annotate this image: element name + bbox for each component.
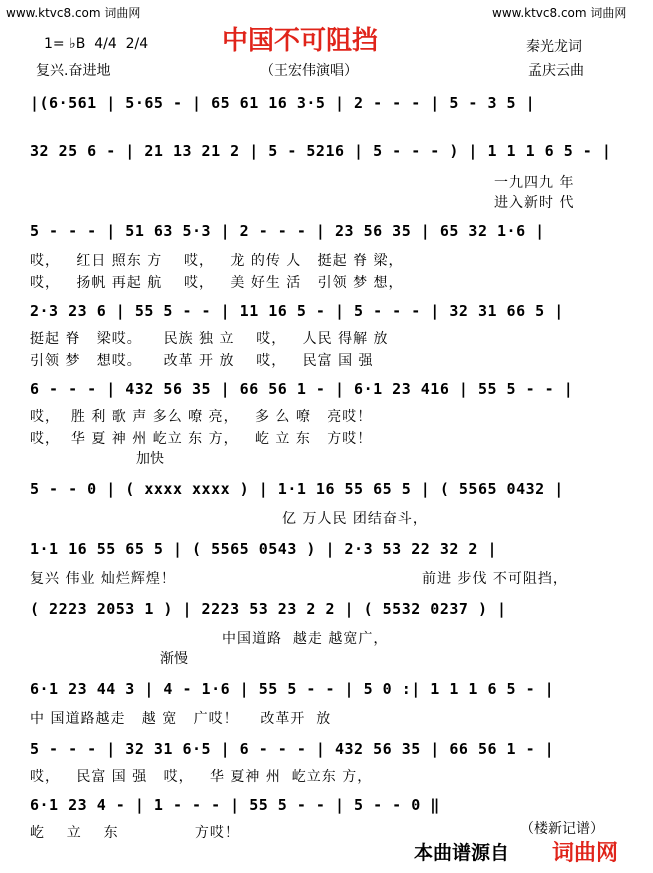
key-signature: 1= ♭B 4/4 2/4	[44, 36, 149, 52]
tempo-ritardando: 渐慢	[160, 651, 188, 667]
composer: 孟庆云曲	[528, 63, 584, 79]
lyric-line: 哎， 胜 利 歌 声 多么 嘹 亮， 多 么 嘹 亮哎！	[30, 409, 373, 425]
score-row: 6·1 23 44 3 | 4 - 1·6 | 55 5 - - | 5 0 :| 1 1 1 6 5 - |	[30, 680, 555, 698]
lyric-line: 屹 立 东 方哎！	[30, 825, 240, 841]
lyric-line: 中国道路 越走 越宽广，	[222, 631, 389, 647]
performance-style: 复兴.奋进地	[36, 63, 111, 79]
score-row: 2·3 23 6 | 55 5 - - | 11 16 5 - | 5 - - - | 32 31 66 5 |	[30, 302, 564, 320]
score-row: 5 - - 0 | ( xxxx xxxx ) | 1·1 16 55 65 5 | ( 5565 0432 |	[30, 480, 564, 498]
score-row: 5 - - - | 51 63 5·3 | 2 - - - | 23 56 35 | 65 32 1·6 |	[30, 222, 545, 240]
score-row: 6 - - - | 432 56 35 | 66 56 1 - | 6·1 23 416 | 55 5 - - |	[30, 380, 574, 398]
source-logo[interactable]: 词曲网	[552, 841, 619, 866]
lyric-line: 哎， 扬帆 再起 航 哎， 美 好生 活 引领 梦 想，	[30, 275, 404, 291]
performer: （王宏伟演唱）	[260, 63, 358, 79]
lyric-line: 进入新时 代	[494, 195, 575, 211]
song-title: 中国不可阻挡	[222, 26, 379, 56]
lyric-line: 哎， 红日 照东 方 哎， 龙 的传 人 挺起 脊 梁，	[30, 253, 404, 269]
score-row: ( 2223 2053 1 ) | 2223 53 23 2 2 | ( 5532 0237 ) |	[30, 600, 507, 618]
watermark-right: www.ktvc8.com 词曲网	[492, 6, 627, 20]
lyric-line: 复兴 伟业 灿烂辉煌！	[30, 571, 176, 587]
transcriber: （楼新记谱）	[520, 821, 604, 837]
lyric-line: 引领 梦 想哎。 改革 开 放 哎， 民富 国 强	[30, 353, 374, 369]
lyric-line: 挺起 脊 梁哎。 民族 独 立 哎， 人民 得解 放	[30, 331, 389, 347]
score-row: 1·1 16 55 65 5 | ( 5565 0543 ) | 2·3 53 22 32 2 |	[30, 540, 498, 558]
lyric-line: 中 国道路越走 越 宽 广哎！ 改革开 放	[30, 711, 332, 727]
lyric-line: 亿 万人民 团结奋斗，	[282, 511, 428, 527]
score-row: 5 - - - | 32 31 6·5 | 6 - - - | 432 56 35 | 66 56 1 - |	[30, 740, 555, 758]
lyricist: 秦光龙词	[526, 39, 582, 55]
score-row: 6·1 23 4 - | 1 - - - | 55 5 - - | 5 - - 0 ‖	[30, 796, 440, 814]
watermark-left: www.ktvc8.com 词曲网	[6, 6, 141, 20]
score-row: |(6·561 | 5·65 - | 65 61 16 3·5 | 2 - - - | 5 - 3 5 |	[30, 94, 536, 112]
lyric-line: 前进 步伐 不可阻挡，	[422, 571, 568, 587]
lyric-line: 哎， 华 夏 神 州 屹立 东 方， 屹 立 东 方哎！	[30, 431, 373, 447]
tempo-accelerando: 加快	[136, 451, 164, 467]
lyric-line: 哎， 民富 国 强 哎， 华 夏神 州 屹立东 方，	[30, 769, 373, 785]
lyric-line: 一九四九 年	[494, 175, 575, 191]
score-row: 32 25 6 - | 21 13 21 2 | 5 - 5216 | 5 - - - ) | 1 1 1 6 5 - |	[30, 142, 612, 160]
source-label: 本曲谱源自	[414, 842, 510, 864]
